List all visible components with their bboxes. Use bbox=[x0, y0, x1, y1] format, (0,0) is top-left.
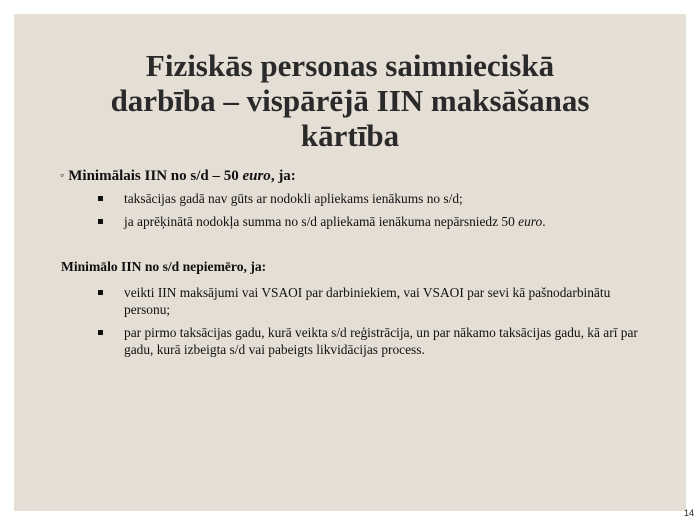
list-item bbox=[98, 324, 658, 358]
title-line-1: Fiziskās personas saimnieciskā bbox=[145, 48, 555, 83]
section1-list bbox=[98, 190, 658, 236]
list-item bbox=[98, 190, 658, 207]
list-item-italic: euro bbox=[518, 214, 543, 229]
section1-lead-tail: , ja: bbox=[270, 168, 296, 184]
page-number: 14 bbox=[683, 508, 694, 518]
title-line-3: kārtība bbox=[300, 118, 400, 153]
title-line-2: darbība – vispārējā IIN maksāšanas bbox=[110, 83, 590, 118]
square-bullet-icon bbox=[98, 196, 103, 201]
slide-title bbox=[44, 48, 656, 153]
square-bullet-icon bbox=[98, 290, 103, 295]
square-bullet-icon bbox=[98, 219, 103, 224]
list-item bbox=[98, 213, 658, 230]
section2-list bbox=[98, 284, 658, 364]
list-item-tail: . bbox=[542, 214, 546, 229]
list-item-text: taksācijas gadā nav gūts ar nodokli apliekams ienākums no s/d; bbox=[124, 191, 463, 206]
section1-lead-italic: euro bbox=[242, 168, 271, 184]
list-item-text: veikti IIN maksājumi vai VSAOI par darbiniekiem, vai VSAOI par sevi kā pašnodarbinātu personu; bbox=[124, 285, 611, 317]
list-item bbox=[98, 284, 658, 318]
list-item-text: ja aprēķinātā nodokļa summa no s/d apliekamā ienākuma nepārsniedz 50 bbox=[124, 214, 519, 229]
section2-heading: Minimālo IIN no s/d nepiemēro, ja: bbox=[61, 259, 267, 274]
section1-heading bbox=[60, 168, 296, 185]
section1-lead: Minimālais IIN no s/d – 50 bbox=[68, 168, 243, 184]
circle-bullet-icon: ◦ bbox=[60, 168, 65, 182]
slide bbox=[14, 14, 686, 511]
list-item-text: par pirmo taksācijas gadu, kurā veikta s/d reģistrācija, un par nākamo taksācijas gadu, kā arī par gadu, kurā izbeigta s/d vai pabeigts likvidācijas process. bbox=[124, 325, 638, 357]
square-bullet-icon bbox=[98, 330, 103, 335]
